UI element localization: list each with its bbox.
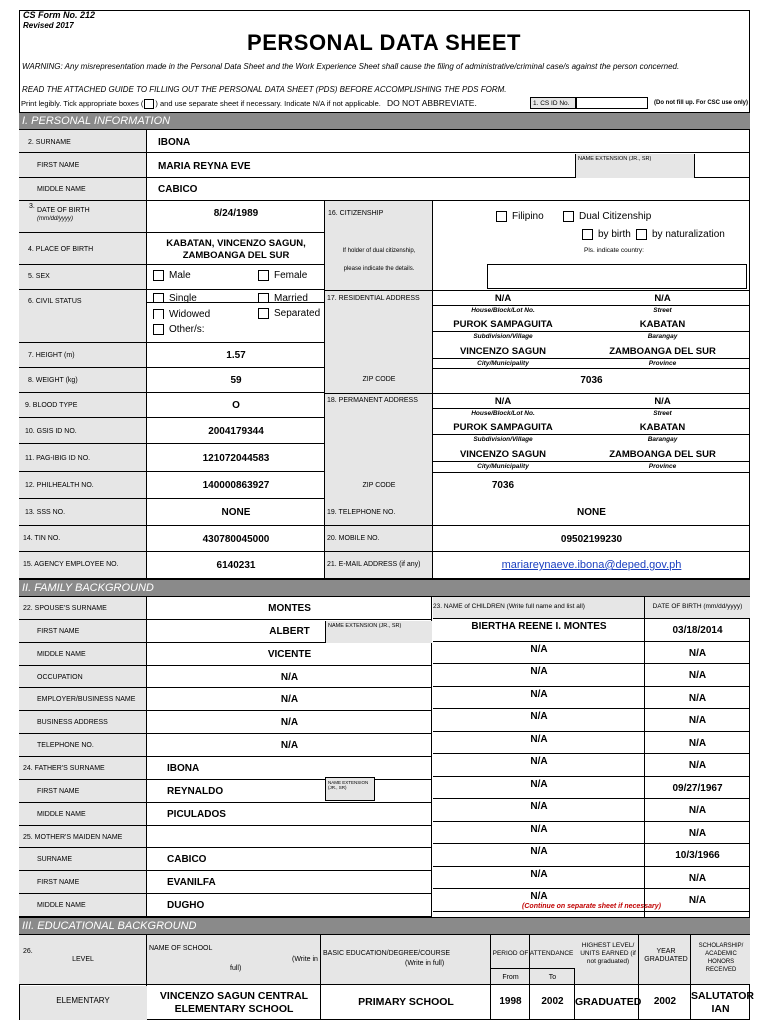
tin-value[interactable]: 430780045000 xyxy=(202,534,270,545)
res-zip-label: ZIP CODE xyxy=(362,376,396,383)
civil-divider xyxy=(147,302,325,303)
perm-zip-label: ZIP CODE xyxy=(362,482,396,489)
philhealth-label: 12. PHILHEALTH NO. xyxy=(25,482,94,489)
child-dob[interactable]: N/A xyxy=(688,895,707,906)
height-label: 7. HEIGHT (m) xyxy=(28,352,75,359)
other-label: Other/s: xyxy=(169,324,205,336)
perm-barangay-value[interactable]: KABATAN xyxy=(639,422,686,433)
perm-house-value[interactable]: N/A xyxy=(494,396,512,407)
civil-separated-option[interactable] xyxy=(258,308,320,319)
mother-maiden-name-label: 25. MOTHER'S MAIDEN NAME xyxy=(23,833,123,841)
child-name[interactable]: BIERTHA REENE I. MONTES xyxy=(471,621,607,632)
period-sub-line xyxy=(491,968,575,969)
perm-top-line xyxy=(325,393,750,394)
honors-header: SCHOLARSHIP/ ACADEMIC HONORS RECEIVED xyxy=(698,943,744,973)
child-dob[interactable]: N/A xyxy=(688,827,707,839)
spouse-surname-label: 22. SPOUSE'S SURNAME xyxy=(23,605,107,612)
child-dob[interactable]: N/A xyxy=(688,647,707,659)
spouse-middle-name-value[interactable]: VICENTE xyxy=(267,648,312,660)
blood-type-value[interactable]: O xyxy=(232,400,240,411)
citizenship-filipino[interactable] xyxy=(496,211,544,222)
first-name-label: FIRST NAME xyxy=(37,162,80,169)
mother-surname-label: SURNAME xyxy=(37,856,73,864)
cs-id-field[interactable] xyxy=(576,97,648,109)
agency-employee-value[interactable]: 6140231 xyxy=(216,560,256,571)
mobile-label: 20. MOBILE NO. xyxy=(327,535,380,542)
res-subdivision-value[interactable]: PUROK SAMPAGUITA xyxy=(453,319,553,330)
level-header: LEVEL xyxy=(72,956,94,963)
sub-barangay-label: Barangay xyxy=(647,333,678,340)
perm-sub-barangay-label: Barangay xyxy=(647,436,678,443)
citizenship-dual[interactable] xyxy=(563,211,651,222)
civil-status-label: 6. CIVIL STATUS xyxy=(28,298,82,305)
continue-note: (Continue on separate sheet if necessary) xyxy=(522,903,661,910)
school-header: NAME OF SCHOOL xyxy=(149,945,213,952)
child-name[interactable]: N/A xyxy=(530,733,548,745)
edu-highest-value[interactable]: GRADUATED xyxy=(575,996,642,1008)
mother-first-name-label: FIRST NAME xyxy=(37,879,80,887)
edu-honors-line-2[interactable]: IAN xyxy=(711,1003,730,1015)
weight-label: 8. WEIGHT (kg) xyxy=(28,377,78,384)
by-naturalization-label: by naturalization xyxy=(652,229,725,241)
filipino-label: Filipino xyxy=(512,211,544,223)
sub-house-label: House/Block/Lot No. xyxy=(471,307,535,314)
read-guide-text: READ THE ATTACHED GUIDE TO FILLING OUT THE PERSONAL DATA SHEET (PDS) BEFORE ACCOMPLISHING THE PDS FORM. xyxy=(22,85,507,94)
res-province-value[interactable]: ZAMBOANGA DEL SUR xyxy=(609,346,716,357)
sex-female-option[interactable] xyxy=(258,270,307,281)
csc-use-note: (Do not fill up. For CSC use only) xyxy=(654,100,748,106)
child-name[interactable]: N/A xyxy=(530,666,548,677)
father-middle-name-value[interactable]: PICULADOS xyxy=(167,808,226,820)
business-address-label: BUSINESS ADDRESS xyxy=(37,719,108,727)
res-barangay-value[interactable]: KABATAN xyxy=(639,319,686,330)
sub-city-label: City/Municipality xyxy=(477,360,529,367)
child-dob[interactable]: N/A xyxy=(688,805,707,816)
perm-sub-subdivision-label: Subdivision/Village xyxy=(473,436,533,443)
res-city-value[interactable]: VINCENZO SAGUN xyxy=(459,346,547,357)
dob-label: DATE OF BIRTH xyxy=(37,207,90,214)
highest-level-header: HIGHEST LEVEL/ UNITS EARNED (if not graduated) xyxy=(580,942,636,965)
dual-citizenship-note-1: If holder of dual citizenship, xyxy=(342,248,416,254)
warning-text: WARNING: Any misrepresentation made in the Personal Data Sheet and the Work Experience Sheet shall cause the filing of administrative/criminal case/s against the person concerned. xyxy=(22,62,680,71)
res-sub-line-3 xyxy=(433,358,750,359)
father-first-name-value[interactable]: REYNALDO xyxy=(167,785,224,797)
citizenship-country-note: Pls. indicate country: xyxy=(584,247,644,254)
child-name[interactable]: N/A xyxy=(530,643,548,655)
perm-province-value[interactable]: ZAMBOANGA DEL SUR xyxy=(609,449,716,460)
single-label: Single xyxy=(169,293,197,303)
sss-value[interactable]: NONE xyxy=(221,507,251,518)
dob-number: 3. xyxy=(29,203,35,210)
row-line xyxy=(325,290,750,291)
child-dob[interactable]: N/A xyxy=(688,670,707,681)
perm-sub-street-label: Street xyxy=(653,410,672,417)
spouse-telephone-value[interactable]: N/A xyxy=(280,740,299,752)
citizenship-by-birth[interactable] xyxy=(582,229,631,240)
child-dob[interactable]: N/A xyxy=(688,737,707,749)
father-surname-label: 24. FATHER'S SURNAME xyxy=(23,764,105,772)
child-dob[interactable]: N/A xyxy=(688,872,707,884)
occupation-label: OCCUPATION xyxy=(37,673,83,681)
married-label: Married xyxy=(274,293,308,303)
perm-street-value[interactable]: N/A xyxy=(654,396,671,407)
res-house-value[interactable]: N/A xyxy=(494,293,512,304)
edu-school-line-2[interactable]: ELEMENTARY SCHOOL xyxy=(174,1003,294,1015)
first-name-value[interactable]: MARIA REYNA EVE xyxy=(158,161,251,172)
family-row-line xyxy=(19,871,432,894)
child-dob[interactable]: N/A xyxy=(688,760,707,771)
tick-box-sample xyxy=(144,99,154,109)
civil-other-option[interactable] xyxy=(153,324,205,335)
telephone-label: 19. TELEPHONE NO. xyxy=(327,509,396,516)
gsis-value[interactable]: 2004179344 xyxy=(208,426,264,437)
child-dob[interactable]: 09/27/1967 xyxy=(672,782,723,794)
cs-id-label: 1. CS ID No. xyxy=(530,97,576,109)
child-name[interactable]: N/A xyxy=(530,756,548,767)
gsis-label: 10. GSIS ID NO. xyxy=(25,428,77,435)
child-name[interactable]: N/A xyxy=(530,801,548,812)
edu-year-value[interactable]: 2002 xyxy=(653,996,677,1007)
print-legibly-text-a: Print legibly. Tick appropriate boxes ( xyxy=(21,99,144,108)
child-dob[interactable]: N/A xyxy=(688,715,707,726)
education-number: 26. xyxy=(23,948,33,955)
perm-sub-house-label: House/Block/Lot No. xyxy=(471,410,535,417)
philhealth-value[interactable]: 140000863927 xyxy=(202,480,270,491)
agency-employee-label: 15. AGENCY EMPLOYEE NO. xyxy=(23,561,119,568)
mother-surname-value[interactable]: CABICO xyxy=(167,854,207,866)
father-name-extension-label: NAME EXTENSION (JR., SR) xyxy=(325,777,375,801)
perm-sub-line-1 xyxy=(433,408,750,409)
surname-label: 2. SURNAME xyxy=(28,139,71,146)
child-name[interactable]: N/A xyxy=(530,823,548,835)
edu-school-line-1[interactable]: VINCENZO SAGUN CENTRAL xyxy=(159,990,309,1002)
children-dob-header: DATE OF BIRTH (mm/dd/yyyy) xyxy=(652,603,743,610)
name-extension-label: NAME EXTENSION (JR., SR) xyxy=(575,154,695,178)
dob-value[interactable]: 8/24/1989 xyxy=(213,208,259,219)
edu-level-value: ELEMENTARY xyxy=(56,996,110,1005)
checkbox[interactable] xyxy=(563,211,574,222)
checkbox[interactable] xyxy=(496,211,507,222)
dual-citizenship-note-2: please indicate the details. xyxy=(343,266,415,272)
perm-sub-line-3 xyxy=(433,461,750,462)
occupation-value[interactable]: N/A xyxy=(280,671,299,683)
spouse-telephone-label: TELEPHONE NO. xyxy=(37,742,94,750)
from-header: From xyxy=(502,974,519,981)
perm-sub-city-label: City/Municipality xyxy=(477,463,529,470)
res-sub-line-2 xyxy=(433,331,750,332)
edu-course-value[interactable]: PRIMARY SCHOOL xyxy=(358,996,454,1008)
perm-sub-line-2 xyxy=(433,434,750,435)
child-name[interactable]: N/A xyxy=(530,846,548,857)
country-dropdown[interactable] xyxy=(487,264,747,289)
course-header: BASIC EDUCATION/DEGREE/COURSE xyxy=(323,950,451,957)
by-birth-label: by birth xyxy=(598,229,631,241)
spouse-first-name-label: FIRST NAME xyxy=(37,627,80,635)
child-name[interactable]: N/A xyxy=(530,868,548,880)
mother-first-name-value[interactable]: EVANILFA xyxy=(167,877,216,889)
female-label: Female xyxy=(274,270,308,282)
course-write-header: (Write in full) xyxy=(405,960,445,967)
res-sub-line-1 xyxy=(433,305,750,306)
section-education-header: III. EDUCATIONAL BACKGROUND xyxy=(19,917,750,935)
print-legibly-text-b: ) and use separate sheet if necessary. Indicate N/A if not applicable. xyxy=(155,99,381,108)
male-label: Male xyxy=(169,270,191,282)
spouse-name-extension-label: NAME EXTENSION (JR., SR) xyxy=(325,621,432,643)
perm-zip-value[interactable]: 7036 xyxy=(491,480,515,491)
row-line xyxy=(19,130,750,153)
edu-honors-line-1[interactable]: SALUTATOR xyxy=(691,990,754,1002)
period-header: PERIOD OF ATTENDANCE xyxy=(492,950,574,957)
school-full-header: full) xyxy=(230,965,242,972)
sub-province-label: Province xyxy=(648,360,677,367)
citizenship-by-naturalization[interactable] xyxy=(636,229,725,240)
business-address-value[interactable]: N/A xyxy=(280,717,299,729)
father-first-name-label: FIRST NAME xyxy=(37,787,80,795)
perm-zip-line xyxy=(433,472,750,473)
citizenship-label: 16. CITIZENSHIP xyxy=(328,210,384,217)
children-header: 23. NAME of CHILDREN (Write full name and list all) xyxy=(433,603,585,610)
form-revised: Revised 2017 xyxy=(23,21,74,30)
sex-male-option[interactable] xyxy=(153,270,191,281)
do-not-abbreviate: DO NOT ABBREVIATE. xyxy=(386,98,477,108)
sex-label: 5. SEX xyxy=(28,273,50,280)
year-graduated-header: YEAR GRADUATED xyxy=(644,948,688,963)
child-name[interactable]: N/A xyxy=(530,891,548,902)
separated-label: Separated xyxy=(274,308,321,320)
surname-value[interactable]: IBONA xyxy=(158,137,191,148)
sss-label: 13. SSS NO. xyxy=(25,509,66,516)
child-dob[interactable]: 03/18/2014 xyxy=(672,625,723,636)
weight-value[interactable]: 59 xyxy=(230,375,242,386)
form-number: CS Form No. 212 xyxy=(23,10,96,20)
employer-value[interactable]: N/A xyxy=(280,694,299,706)
widowed-label: Widowed xyxy=(169,309,211,319)
checkbox[interactable] xyxy=(153,324,164,335)
middle-name-value[interactable]: CABICO xyxy=(158,184,198,195)
pob-line-2[interactable]: ZAMBOANGA DEL SUR xyxy=(182,250,290,261)
spouse-first-name-value[interactable]: ALBERT xyxy=(269,625,310,637)
telephone-value[interactable]: NONE xyxy=(577,507,606,518)
mobile-value[interactable]: 09502199230 xyxy=(560,534,623,545)
father-surname-value[interactable]: IBONA xyxy=(167,762,200,774)
section-personal-header: I. PERSONAL INFORMATION xyxy=(19,112,750,130)
page-title: PERSONAL DATA SHEET xyxy=(247,30,521,55)
row-line xyxy=(19,178,750,201)
residential-address-label: 17. RESIDENTIAL ADDRESS xyxy=(327,295,420,302)
checkbox[interactable] xyxy=(153,270,164,281)
family-row-line xyxy=(19,848,432,871)
checkbox[interactable] xyxy=(153,309,164,319)
dob-format: (mm/dd/yyyy) xyxy=(37,216,73,222)
perm-sub-province-label: Province xyxy=(648,463,677,470)
tin-label: 14. TIN NO. xyxy=(23,535,61,542)
checkbox[interactable] xyxy=(636,229,647,240)
section-family-header: II. FAMILY BACKGROUND xyxy=(19,579,750,597)
perm-city-value[interactable]: VINCENZO SAGUN xyxy=(459,449,547,460)
child-name[interactable]: N/A xyxy=(530,688,548,700)
blood-type-label: 9. BLOOD TYPE xyxy=(25,402,78,409)
to-header: To xyxy=(548,974,557,981)
perm-subdivision-value[interactable]: PUROK SAMPAGUITA xyxy=(453,422,553,433)
pob-line-1[interactable]: KABATAN, VINCENZO SAGUN, xyxy=(166,238,306,249)
father-middle-name-label: MIDDLE NAME xyxy=(37,810,86,818)
checkbox[interactable] xyxy=(582,229,593,240)
pagibig-value[interactable]: 121072044583 xyxy=(202,453,270,464)
school-write-header: (Write in xyxy=(292,956,318,963)
sub-subdivision-label: Subdivision/Village xyxy=(473,333,533,340)
sub-street-label: Street xyxy=(653,307,672,314)
spouse-middle-name-label: MIDDLE NAME xyxy=(37,650,86,658)
dual-label: Dual Citizenship xyxy=(579,211,652,223)
civil-widowed-option[interactable] xyxy=(153,309,210,319)
height-value[interactable]: 1.57 xyxy=(226,350,246,361)
pagibig-label: 11. PAG-IBIG ID NO. xyxy=(25,455,91,462)
checkbox[interactable] xyxy=(258,270,269,281)
child-name[interactable]: N/A xyxy=(530,778,548,790)
permanent-address-label: 18. PERMANENT ADDRESS xyxy=(327,397,418,404)
employer-label: EMPLOYER/BUSINESS NAME xyxy=(37,696,136,704)
child-dob[interactable]: N/A xyxy=(688,692,707,704)
email-link[interactable]: mariareynaeve.ibona@deped.gov.ph xyxy=(501,559,682,571)
email-label: 21. E-MAIL ADDRESS (if any) xyxy=(327,561,421,568)
edu-from-value[interactable]: 1998 xyxy=(499,996,522,1007)
middle-name-label: MIDDLE NAME xyxy=(37,186,86,193)
res-zip-value[interactable]: 7036 xyxy=(580,375,603,386)
child-name[interactable]: N/A xyxy=(530,711,548,722)
res-street-value[interactable]: N/A xyxy=(654,293,671,304)
child-dob[interactable]: 10/3/1966 xyxy=(675,850,720,861)
mother-middle-name-value[interactable]: DUGHO xyxy=(167,900,205,912)
mother-middle-name-label: MIDDLE NAME xyxy=(37,902,86,910)
res-zip-line xyxy=(433,368,750,369)
pob-label: 4. PLACE OF BIRTH xyxy=(28,246,94,253)
checkbox[interactable] xyxy=(258,308,269,319)
spouse-surname-value[interactable]: MONTES xyxy=(268,603,311,614)
edu-to-value[interactable]: 2002 xyxy=(541,996,564,1007)
